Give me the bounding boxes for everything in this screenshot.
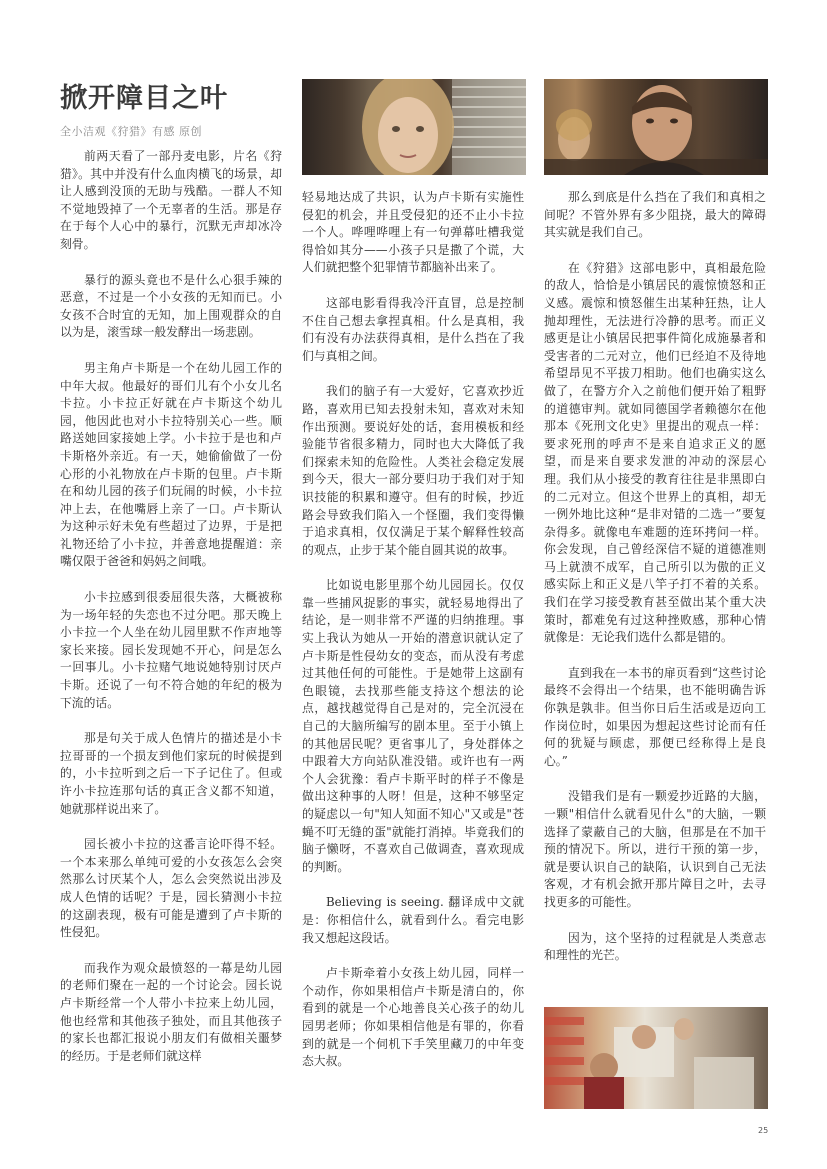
column-2	[302, 189, 524, 1089]
paragraph: 直到我在一本书的扉页看到“这些讨论最终不会得出一个结果，也不能明确告诉你孰是孰非。但当你日后生活或是迈向工作岗位时，如果因为想起这些讨论而有任何的犹疑与顾虑，那便已经称得上是良心。”	[544, 665, 766, 768]
column-3	[544, 189, 766, 983]
paragraph: 那么到底是什么挡在了我们和真相之间呢？不管外界有多少阻挠，最大的障碍其实就是我们自己。	[544, 190, 766, 240]
paragraph: 园长被小卡拉的这番言论吓得不轻。一个本来那么单纯可爱的小女孩怎么会突然那么讨厌某个人，怎么会突然说出涉及成人色情的话呢？于是，园长猜测小卡拉的这副表现，极有可能是遭到了卢卡斯的性侵犯。	[60, 837, 282, 940]
store-scene-illustration	[544, 1007, 768, 1109]
paragraph: 而我作为观众最愤怒的一幕是幼儿园的老师们聚在一起的一个讨论会。园长说卢卡斯经常一个人带小卡拉来上幼儿园，他也经常和其他孩子独处，而且其他孩子的家长也都汇报说小朋友们有做相关噩梦的经历。于是老师们就这样	[60, 960, 282, 1063]
page-number: 25	[758, 1126, 769, 1135]
paragraph: 轻易地达成了共识，认为卢卡斯有实施性侵犯的机会，并且受侵犯的还不止小卡拉一个人。哗哩哗哩上有一句弹幕吐槽我觉得恰如其分——小孩子只是撒了个谎，大人们就把整个犯罪情节都脑补出来了。	[302, 190, 524, 275]
paragraph: 这部电影看得我冷汗直冒，总是控制不住自己想去拿捏真相。什么是真相，我们有没有办法获得真相，是什么挡在了我们与真相之间。	[302, 295, 524, 363]
man-photo	[544, 79, 768, 175]
article-subtitle: 全小洁观《狩猎》有感 原创	[60, 125, 202, 138]
paragraph: 前两天看了一部丹麦电影，片名《狩猎》。其中并没有什么血肉横飞的场景，却让人感到没顶的无助与残酷。一群人不知不觉地毁掉了一个无辜者的生活。那是存在于每个人心中的暴行，沉默无声却冰冷刻骨。	[60, 149, 282, 251]
paragraph: 没错我们是有一颗爱抄近路的大脑，一颗"相信什么就看见什么"的大脑，一颗选择了蒙蔽自己的大脑，但那是在不加干预的情况下。所以，进行干预的第一步，就是要认识自己的缺陷，认识到自己无法客观，才有机会掀开那片障目之叶，去寻找更多的可能性。	[544, 789, 766, 909]
girl-photo	[302, 79, 526, 175]
paragraph: 那是句关于成人色情片的描述是小卡拉哥哥的一个损友到他们家玩的时候提到的，小卡拉听到之后一下子记住了。但或许小卡拉连那句话的真正含义都不知道，她就那样说出来了。	[60, 731, 282, 816]
girl-photo-illustration	[302, 79, 526, 175]
paragraph: 我们的脑子有一大爱好，它喜欢抄近路，喜欢用已知去投射未知，喜欢对未知作出预测。要说好处的话，套用模板和经验能节省很多精力，同时也大大降低了我们探索未知的危险性。人类社会稳定发展到今天，很大一部分要归功于我们对于知识技能的积累和遵守。但有的时候，抄近路会导致我们陷入一个怪圈，我们变得懒于追求真相，仅仅满足于某个解释性较高的观点，止步于某个能自圆其说的故事。	[302, 384, 524, 557]
paragraph: Believing is seeing. 翻译成中文就是：你相信什么，就看到什么。看完电影我又想起这段话。	[302, 895, 524, 945]
paragraph: 小卡拉感到很委屈很失落，大概被称为一场年轻的失恋也不过分吧。那天晚上小卡拉一个人坐在幼儿园里默不作声地等家长来接。园长发现她不开心，问是怎么一回事儿。小卡拉赌气地说她特别讨厌卢卡斯。还说了一句不符合她的年纪的极为下流的话。	[60, 590, 282, 710]
paragraph: 因为，这个坚持的过程就是人类意志和理性的光芒。	[544, 930, 766, 963]
paragraph: 在《狩猎》这部电影中，真相最危险的敌人，恰恰是小镇居民的震惊愤怒和正义感。震惊和愤怒催生出某种狂热，让人抛却理性，无法进行冷静的思考。而正义感更是让小镇居民把事件简化成施暴者和受害者的二元对立，他们已经迫不及待地希望昂见不平拔刀相助。他们也确实这么做了，在警方介入之前他们便开始了粗野的道德审判。就如同德国学者赖德尔在他那本《死刑文化史》里提出的观点一样：要求死刑的呼声不是来自追求正义的愿望，而是来自要求发泄的冲动的深层心理。我们从小接受的教育往往是非黑即白的二元对立。但这个世界上的真相，却无一例外地比这种“是非对错的二选一”要复杂得多。就像电车难题的连环拷问一样。你会发现，自己曾经深信不疑的道德准则马上就溃不成军，自己所引以为傲的正义感实际上和正义是八竿子打不着的关系。我们在学习接受教育甚至做出某个重大决策时，都难免有过这种挫败感，那种心情就像是：无论我们选什么都是错的。	[544, 260, 766, 645]
paragraph: 暴行的源头竟也不是什么心狠手辣的恶意，不过是一个小女孩的无知而已。小女孩不合时宜的无知，加上围观群众的自以为是，滚雪球一般发酵出一场悲剧。	[60, 272, 282, 340]
man-photo-illustration	[544, 79, 768, 175]
paragraph: 男主角卢卡斯是一个在幼儿园工作的中年大叔。他最好的哥们儿有个小女儿名卡拉。小卡拉正好就在卢卡斯这个幼儿园，他因此也对小卡拉特别关心一些。顺路送她回家接她上学。小卡拉于是也和卢卡斯格外亲近。有一天，她偷偷做了一份心形的小礼物放在卢卡斯的包里。卢卡斯在和幼儿园的孩子们玩闹的时候，小卡拉冲上去，在他嘴唇上亲了一口。卢卡斯认为这种示好未免有些超过了边界，于是把礼物还给了小卡拉，并善意地提醒道：亲嘴仅限于爸爸和妈妈之间哦。	[60, 360, 282, 569]
store-scene-photo	[544, 1007, 768, 1109]
column-1	[60, 148, 282, 1083]
article-title: 掀开障目之叶	[60, 83, 228, 114]
paragraph: 卢卡斯牵着小女孩上幼儿园，同样一个动作，你如果相信卢卡斯是清白的，你看到的就是一个心地善良关心孩子的幼儿园男老师；你如果相信他是有罪的，你看到的就是一个伺机下手笑里藏刀的中年变态大叔。	[302, 966, 524, 1069]
paragraph: 比如说电影里那个幼儿园园长。仅仅靠一些捕风捉影的事实，就轻易地得出了结论，是一则非常不严谨的归纳推理。事实上我认为她从一开始的潜意识就认定了卢卡斯是性侵幼女的变态，而从没有考虑过其他任何的可能性。于是她带上这副有色眼镜，去找那些能支持这个想法的论点，越找越觉得自己是对的，完全沉浸在自己的大脑所编写的剧本里。至于小镇上的其他居民呢？更省事儿了，身处群体之中跟着大方向站队准没错。或许也有一两个人会犹豫：看卢卡斯平时的样子不像是做出这种事的人呀！但是，这种不够坚定的疑虑以一句"知人知面不知心"又或是"苍蝇不叮无缝的蛋"就能打消掉。毕竟我们的脑子懒呀，不喜欢自己做调查，喜欢现成的判断。	[302, 578, 524, 874]
